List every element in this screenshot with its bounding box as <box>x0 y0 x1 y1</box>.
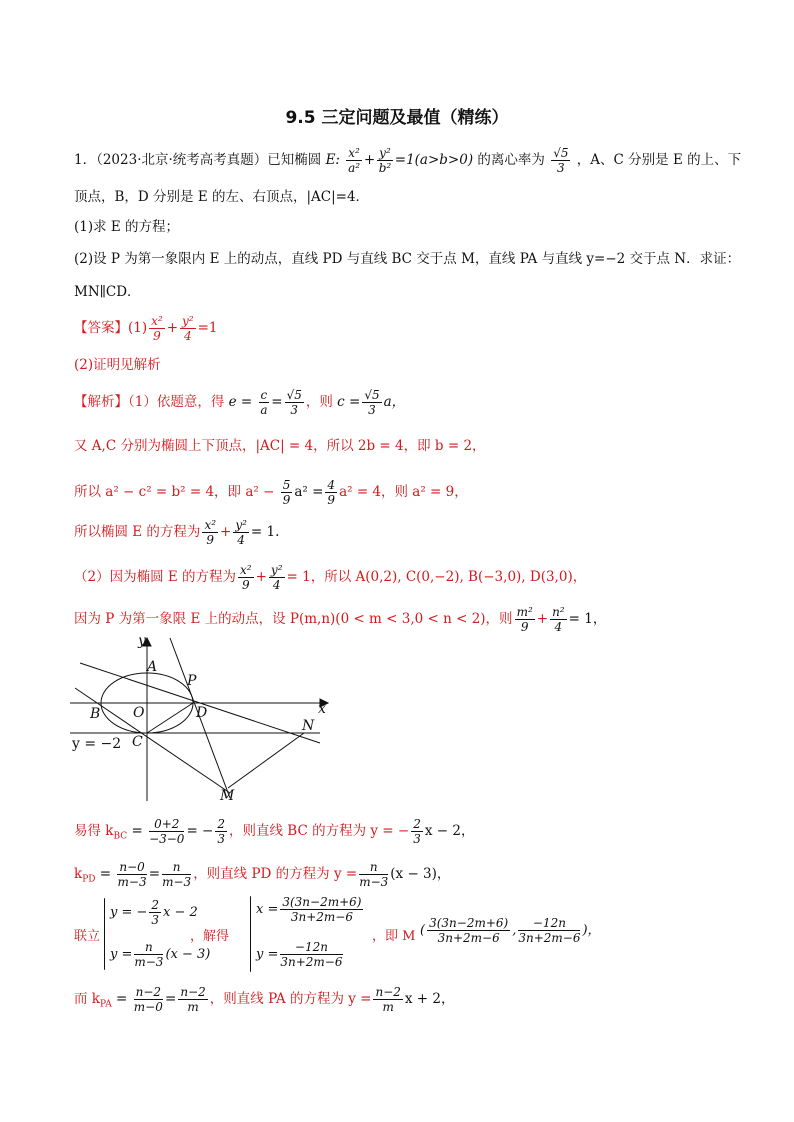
analysis-l7c: = − <box>186 823 214 839</box>
question-2: (2)设 P 为第一象限内 E 上的动点，直线 PD 与直线 BC 交于点 M，直线 PA 与直线 y=−2 交于点 N．求证： <box>74 251 741 267</box>
analysis-l3b: a² = <box>294 484 324 500</box>
solution-y: y = $\frac{-12n}{3n+2m-6}$ <box>256 940 343 969</box>
frac-2-3: $\frac{2}{3}$ <box>217 817 226 846</box>
analysis-l1c: = <box>271 394 283 410</box>
label-line: y = −2 <box>72 736 122 752</box>
analysis-l1f: a， <box>383 394 406 410</box>
label-o: O <box>133 705 145 721</box>
frac-pa2: $\frac{n-2}{m}$ <box>180 985 206 1014</box>
frac-n2-4: $\frac{\text{n²}}{4}$ <box>552 605 565 634</box>
frac-x2-9: $\frac{\text{x²}}{9}$ <box>151 314 163 343</box>
frac-2-3-b: $\frac{2}{3}$ <box>413 817 421 846</box>
frac-pa1: $\frac{n-2}{m-0}$ <box>133 985 163 1014</box>
answer-1-rhs: =1 <box>197 320 218 336</box>
frac-pd1: $\frac{n-0}{m-3}$ <box>117 860 147 889</box>
answer-1-prefix: (1) <box>128 320 148 336</box>
frac-c-a: $\frac{c}{a}$ <box>260 388 268 417</box>
solution-brace <box>250 896 251 972</box>
analysis-l1b: e = <box>228 394 253 410</box>
label-x: x <box>318 701 326 717</box>
analysis-l7a: 易得 k <box>74 823 114 839</box>
analysis-l6b: = 1， <box>568 611 607 627</box>
analysis-l7sub: BC <box>113 831 128 842</box>
analysis-l8a: k <box>74 866 83 882</box>
analysis-l1e: c = <box>337 394 361 410</box>
label-m: M <box>220 788 235 803</box>
problem-intro: 1．（2023·北京·统考高考真题）已知椭圆 <box>74 152 322 168</box>
ellipse-name: E: <box>325 152 340 168</box>
frac-5-9: $\frac{5}{9}$ <box>282 478 291 507</box>
page-title: 9.5 三定问题及最值（精练） <box>285 108 509 128</box>
frac-sqrt5-3-c: $\frac{√5}{3}$ <box>364 388 380 417</box>
geometry-figure <box>70 633 330 803</box>
segment-mn <box>228 733 304 788</box>
frac-pd2-b: $\frac{n}{m-3}$ <box>359 860 389 889</box>
point-m-label: ，即 M <box>372 929 416 944</box>
analysis-l7e: x − 2， <box>424 823 475 839</box>
analysis-l4b: = 1. <box>250 524 280 540</box>
label-b: B <box>90 706 101 722</box>
frac-sqrt5-3-b: $\frac{√5}{3}$ <box>286 388 302 417</box>
analysis-line-2: 又 A,C 分别为椭圆上下顶点，|AC| = 4，所以 2b = 4，即 b = 2， <box>74 438 486 454</box>
question-2b: MN∥CD． <box>74 284 141 300</box>
analysis-l1d: ，则 <box>305 394 333 410</box>
ellipse-cond: =1(a>b>0) <box>394 152 474 168</box>
analysis-l5a: （2）因为椭圆 E 的方程为 <box>74 569 237 585</box>
analysis-line-4: 所以椭圆 E 的方程为 $\frac{\text{x²}}{9}$ + $\frac{\text{y²}}{4}$ = 1. <box>74 518 280 547</box>
lianli-label: 联立 <box>74 929 101 944</box>
problem-after-e: ，A、C 分别是 E 的上、下 <box>576 152 742 168</box>
frac-pa2-b: $\frac{n-2}{m}$ <box>375 985 401 1014</box>
analysis-l3c: a² = 4，则 a² = 9， <box>339 484 468 500</box>
solution-x: x = $\frac{3(3n-2m+6)}{3n+2m-6}$ <box>256 895 362 924</box>
label-y: y <box>138 633 146 649</box>
frac-m2-9: $\frac{\text{m²}}{9}$ <box>516 605 533 634</box>
analysis-l4a: 所以椭圆 E 的方程为 <box>74 524 201 540</box>
analysis-l10sub: PA <box>99 999 112 1010</box>
frac-x2-9-c: $\frac{\text{x²}}{9}$ <box>240 563 252 592</box>
ecc-text: 的离心率为 <box>477 152 545 168</box>
frac-y2-4-c: $\frac{\text{y²}}{4}$ <box>270 563 283 592</box>
segment-cd <box>147 703 193 733</box>
frac-4-9: $\frac{4}{9}$ <box>327 478 336 507</box>
answer-label: 【答案】 <box>74 320 128 336</box>
analysis-l8c: = <box>148 866 161 882</box>
analysis-l1a: （1）依题意，得 <box>128 394 225 410</box>
answer-1: 【答案】(1) $\frac{\text{x²}}{9}$ + $\frac{\text{y²}}{4}$ =1 <box>74 314 218 343</box>
analysis-line-3 <box>74 478 468 507</box>
frac-sqrt5-3: $\frac{√5}{3}$ <box>553 146 569 175</box>
analysis-l10e: x + 2， <box>404 991 455 1007</box>
analysis-l8e: (x − 3)， <box>390 866 451 882</box>
analysis-line-5: （2）因为椭圆 E 的方程为 $\frac{\text{x²}}{9}$ + $\frac{\text{y²}}{4}$ = 1，所以 A(0,2), C(0,−2), B(−3,0), D(3,0)， <box>74 563 587 592</box>
analysis-line-8 <box>74 860 450 889</box>
question-1: (1)求 E 的方程； <box>74 219 180 235</box>
jiede-label: ，解得 <box>190 929 230 944</box>
label-n: N <box>302 718 315 734</box>
analysis-l7d: ，则直线 BC 的方程为 y = − <box>229 823 410 839</box>
analysis-l8d: ，则直线 PD 的方程为 y = <box>193 866 358 882</box>
analysis-l3a: 所以 a² − c² = b² = 4，即 a² − <box>74 484 275 500</box>
problem-line-2: 顶点，B，D 分别是 E 的左、右顶点，|AC|=4． <box>74 189 370 205</box>
analysis-l8b: = <box>99 866 112 882</box>
frac-x2-9-b: $\frac{\text{x²}}{9}$ <box>204 518 217 547</box>
system-brace <box>104 898 105 970</box>
analysis-l5b: = 1，所以 A(0,2), C(0,−2), B(−3,0), D(3,0)， <box>286 569 587 585</box>
analysis-l10a: 而 k <box>74 991 100 1007</box>
label-c: C <box>132 734 143 750</box>
analysis-l10c: = <box>165 991 177 1007</box>
system-eq-1: y = − $\frac{2}{3}$ x − 2 <box>110 898 198 927</box>
problem-line-1: 1．（2023·北京·统考高考真题）已知椭圆 E: $\frac{\text{x²}}{\text{a²}}$ + $\frac{\text{y²}}{\text{b²}}$ =1(a>b>0) 的离心率为 $\frac{√5}{3}$ ，A、C 分别是 E 的上、下 <box>74 146 742 175</box>
frac-x2a2: $\frac{\text{x²}}{\text{a²}}$ <box>348 146 361 175</box>
analysis-label: 【解析】 <box>74 394 128 410</box>
analysis-line-1 <box>74 388 405 417</box>
analysis-line-10 <box>74 985 455 1014</box>
analysis-l10b: = <box>116 991 128 1007</box>
system-eq-2: y = $\frac{n}{m-3}$ (x − 3) <box>110 940 211 969</box>
analysis-l6a: 因为 P 为第一象限 E 上的动点，设 P(m,n)(0 < m < 3,0 < n < 2)，则 <box>74 611 513 627</box>
analysis-l10d: ，则直线 PA 的方程为 y = <box>209 991 372 1007</box>
analysis-l8sub: PD <box>82 874 96 885</box>
label-a: A <box>147 659 158 675</box>
answer-2: (2)证明见解析 <box>74 357 161 373</box>
frac-y2-4: $\frac{\text{y²}}{4}$ <box>182 314 194 343</box>
frac-pd2: $\frac{n}{m-3}$ <box>162 860 192 889</box>
point-m-coords: ( $\frac{3(3n-2m+6)}{3n+2m-6}$ , $\frac{-12n}{3n+2m-6}$ )， <box>420 916 601 945</box>
analysis-line-7 <box>74 817 474 846</box>
label-d: D <box>196 705 208 721</box>
analysis-line-6: 因为 P 为第一象限 E 上的动点，设 P(m,n)(0 < m < 3,0 < n < 2)，则 $\frac{\text{m²}}{9}$ + $\frac{\text{n²}}{4}$ = 1， <box>74 605 607 634</box>
frac-bc: $\frac{0+2}{-3-0}$ <box>149 817 185 846</box>
frac-y2b2: $\frac{\text{y²}}{\text{b²}}$ <box>378 146 392 175</box>
analysis-l7b: = <box>131 823 143 839</box>
label-p: P <box>187 673 197 689</box>
frac-y2-4-b: $\frac{\text{y²}}{4}$ <box>235 518 247 547</box>
